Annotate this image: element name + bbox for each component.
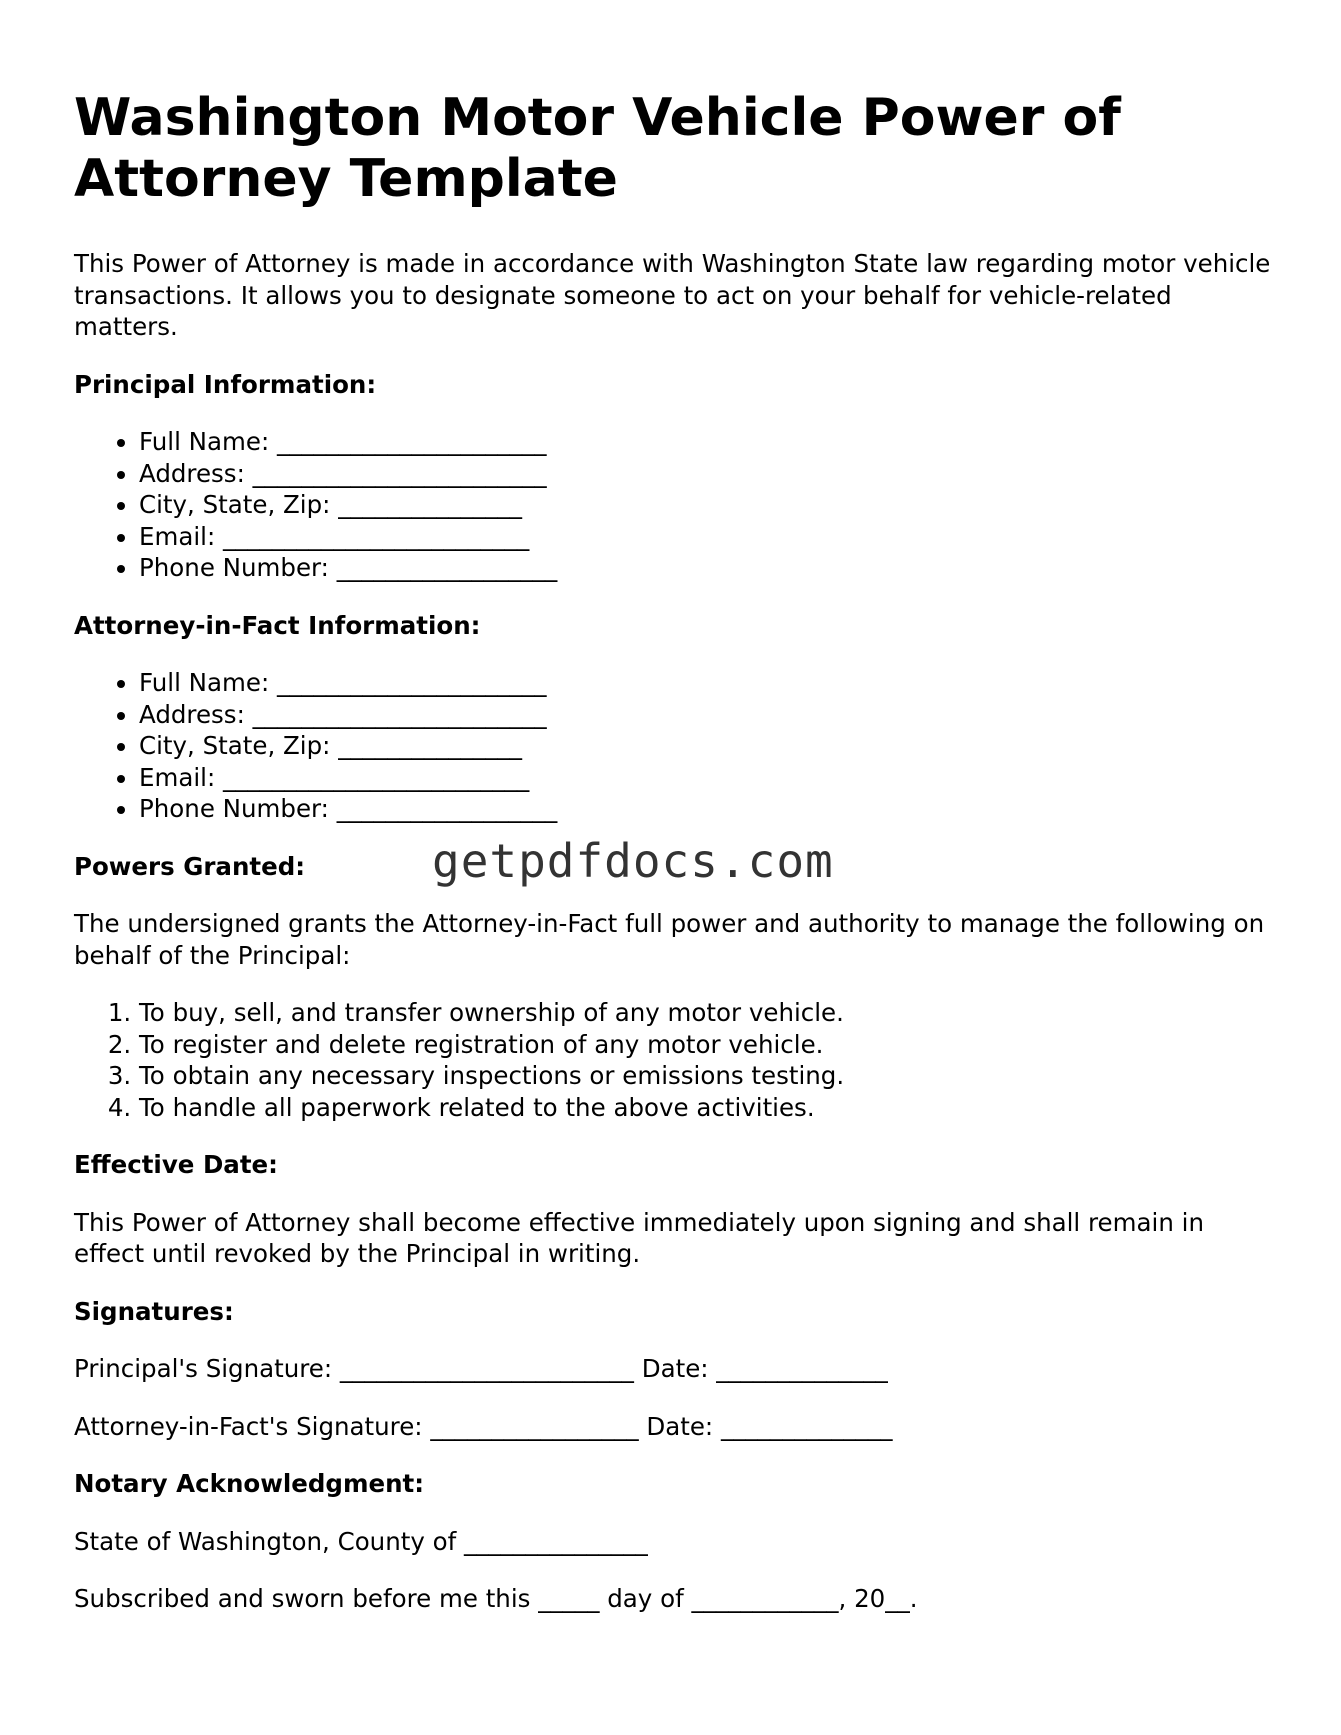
principal-city-state-zip: • City, State, Zip: _______________ xyxy=(139,489,1274,521)
principal-phone: • Phone Number: __________________ xyxy=(139,552,1274,584)
principal-heading: Principal Information: xyxy=(74,369,377,399)
attorney-heading: Attorney-in-Fact Information: xyxy=(74,610,481,640)
principal-email: • Email: _________________________ xyxy=(139,521,1274,553)
document-title: Washington Motor Vehicle Power of Attorney Template xyxy=(74,88,1121,209)
notary-heading: Notary Acknowledgment: xyxy=(74,1469,425,1498)
attorney-email: • Email: _________________________ xyxy=(139,762,1274,794)
principal-signature-line: Principal's Signature: ________________________ Date: ______________ xyxy=(74,1354,888,1383)
principal-list xyxy=(74,426,1274,584)
notary-county-line: State of Washington, County of _______________ xyxy=(74,1526,648,1556)
powers-paragraph: The undersigned grants the Attorney-in-Fact full power and authority to manage the following on behalf of the Principal: xyxy=(74,909,1265,970)
effective-heading: Effective Date: xyxy=(74,1150,278,1179)
document-page xyxy=(74,88,1274,1641)
effective-paragraph: This Power of Attorney shall become effective immediately upon signing and shall remain in effect until revoked by the Principal in writing. xyxy=(74,1207,1204,1268)
power-item: 2. To register and delete registration of any motor vehicle. xyxy=(139,1029,1274,1061)
power-item: 1. To buy, sell, and transfer ownership of any motor vehicle. xyxy=(139,997,1274,1029)
powers-list xyxy=(74,997,1274,1123)
attorney-signature-line: Attorney-in-Fact's Signature: _________________ Date: ______________ xyxy=(74,1411,893,1441)
powers-heading: Powers Granted: xyxy=(74,851,306,881)
signatures-heading: Signatures: xyxy=(74,1296,234,1326)
principal-address: • Address: ________________________ xyxy=(139,458,1274,490)
powers-heading-row xyxy=(74,833,1274,888)
attorney-city-state-zip: • City, State, Zip: _______________ xyxy=(139,730,1274,762)
power-item: 4. To handle all paperwork related to the above activities. xyxy=(139,1092,1274,1124)
watermark: getpdfdocs.com xyxy=(432,833,834,888)
principal-full-name: • Full Name: ______________________ xyxy=(139,426,1274,458)
notary-sworn-line: Subscribed and sworn before me this _____ day of ____________, 20__. xyxy=(74,1584,918,1613)
attorney-full-name: • Full Name: ______________________ xyxy=(139,667,1274,699)
attorney-address: • Address: ________________________ xyxy=(139,699,1274,731)
attorney-list xyxy=(74,667,1274,825)
attorney-phone: • Phone Number: __________________ xyxy=(139,793,1274,825)
power-item: 3. To obtain any necessary inspections or emissions testing. xyxy=(139,1060,1274,1092)
intro-paragraph: This Power of Attorney is made in accordance with Washington State law regarding motor vehicle transactions. It allows you to designate someone to act on your behalf for vehicle-related matters. xyxy=(74,249,1271,341)
